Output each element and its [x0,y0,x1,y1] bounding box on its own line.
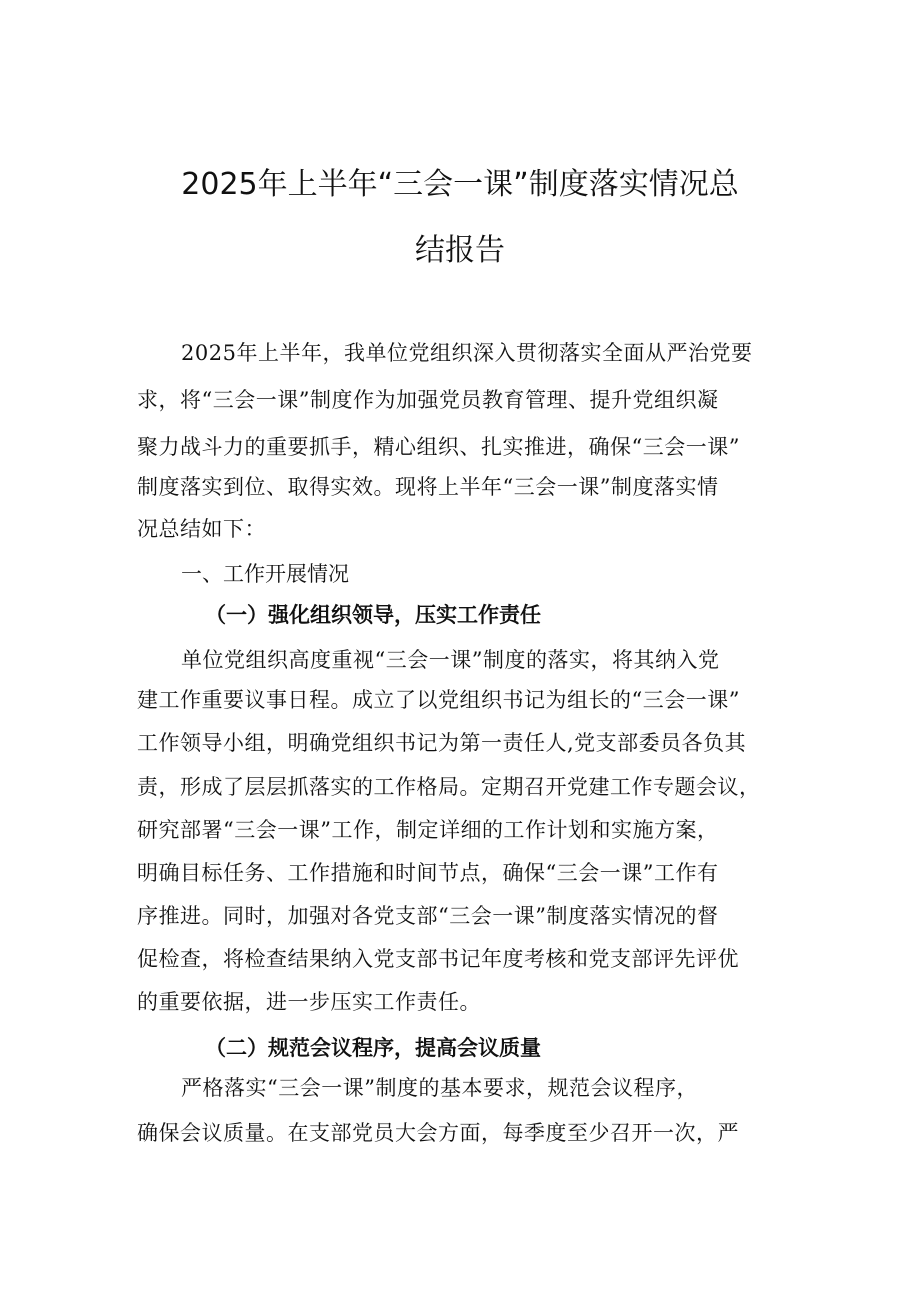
document-title-line-2: 结报告 [415,233,505,268]
body-paragraph-line: 工作领导小组，明确党组织书记为第一责任人,党支部委员各负其 [137,731,747,755]
subsection-heading: （一）强化组织领导，压实工作责任 [205,602,541,627]
body-paragraph-line: 确保会议质量。在支部党员大会方面，每季度至少召开一次，严 [137,1121,739,1145]
intro-paragraph-line: 2025年上半年，我单位党组织深入贯彻落实全面从严治党要 [181,341,753,365]
body-paragraph-line: 责，形成了层层抓落实的工作格局。定期召开党建工作专题会议， [137,775,761,799]
intro-paragraph-line: 求，将“三会一课”制度作为加强党员教育管理、提升党组织凝 [137,388,719,412]
body-paragraph-line: 研究部署“三会一课”工作，制定详细的工作计划和实施方案， [137,818,719,842]
body-paragraph-line: 严格落实“三会一课”制度的基本要求，规范会议程序， [181,1076,698,1100]
intro-paragraph-line: 制度落实到位、取得实效。现将上半年“三会一课”制度落实情 [137,475,719,499]
body-paragraph-line: 的重要依据，进一步压实工作责任。 [137,990,481,1014]
body-paragraph-line: 明确目标任务、工作措施和时间节点，确保“三会一课”工作有 [137,861,719,885]
section-heading: 一、工作开展情况 [181,562,349,586]
intro-paragraph-line: 况总结如下： [137,517,266,541]
body-paragraph-line: 序推进。同时，加强对各党支部“三会一课”制度落实情况的督 [137,904,719,928]
intro-paragraph-line: 聚力战斗力的重要抓手，精心组织、扎实推进，确保“三会一课” [137,435,740,459]
body-paragraph-line: 促检查，将检查结果纳入党支部书记年度考核和党支部评先评优 [137,947,739,971]
document-title-line-1: 2025年上半年“三会一课”制度落实情况总 [181,167,739,202]
body-paragraph-line: 建工作重要议事日程。成立了以党组织书记为组长的“三会一课” [137,688,740,712]
body-paragraph-line: 单位党组织高度重视“三会一课”制度的落实，将其纳入党 [181,648,720,672]
subsection-heading: （二）规范会议程序，提高会议质量 [205,1035,541,1060]
